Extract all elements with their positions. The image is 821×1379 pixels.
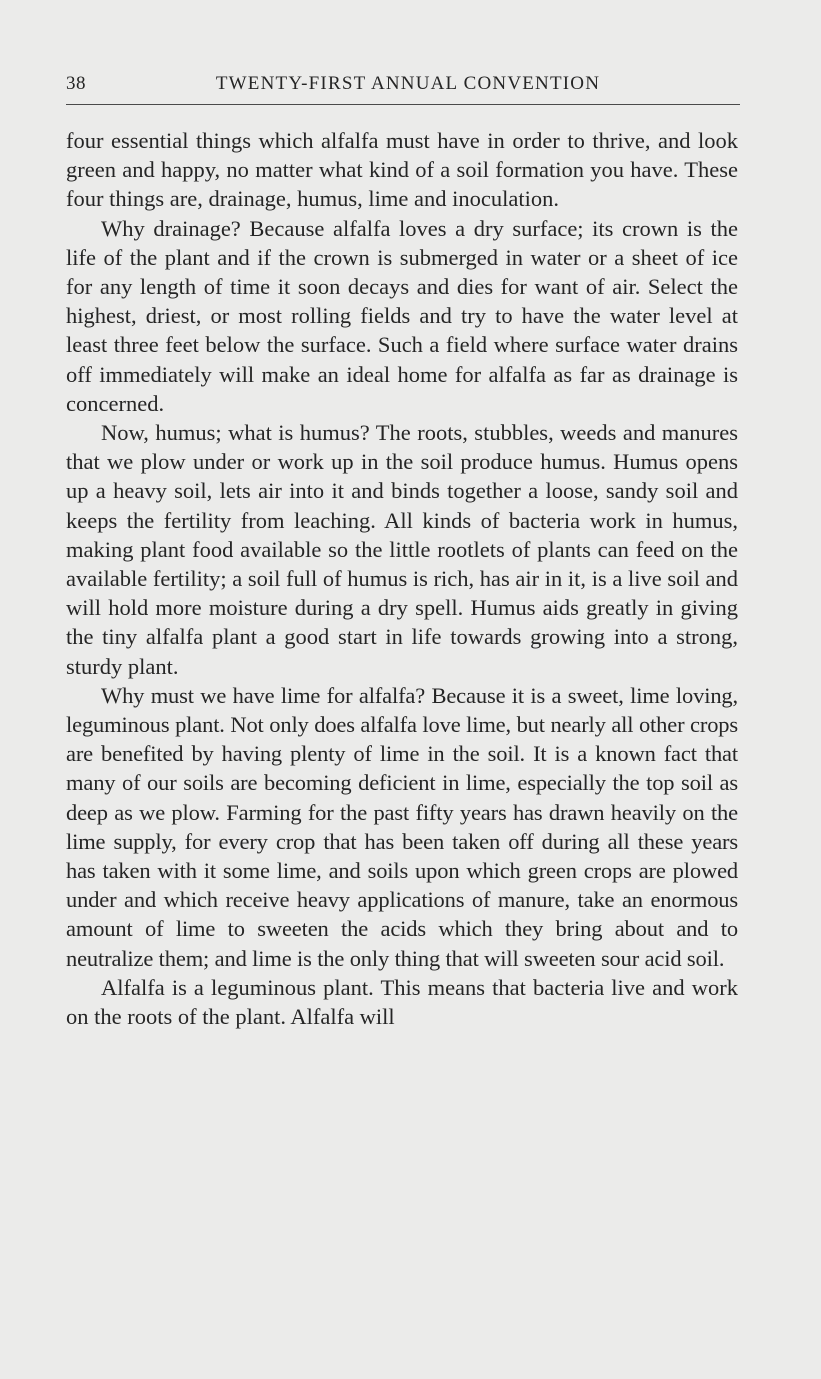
paragraph-lime: Why must we have lime for alfalfa? Because it is a sweet, lime loving, leguminous plant. Not only does alfalfa love lime, but nearly all other crops are benefited by having plenty of lime in the soil. It is a known fact that many of our soils are becoming deficient in lime, especially the top soil as deep as we plow. Farming for the past fifty years has drawn heavily on the lime supply, for every crop that has been taken off during all these years has taken with it some lime, and soils upon which green crops are plowed under and which receive heavy applications of manure, take an enormous amount of lime to sweeten the acids which they bring about and to neutralize them; and lime is the only thing that will sweeten sour acid soil. (66, 682, 738, 971)
paragraph-continuation: four essential things which alfalfa must have in order to thrive, and look green and happy, no matter what kind of a soil formation you have. These four things are, drainage, humus, lime and inoculation. (66, 128, 738, 212)
page-number: 38 (66, 73, 86, 94)
running-head: TWENTY-FIRST ANNUAL CONVENTION (215, 73, 601, 94)
header-rule (66, 104, 740, 105)
page-header (66, 73, 740, 103)
paragraph-leguminous: Alfalfa is a leguminous plant. This means that bacteria live and work on the roots of the plant. Alfalfa will (66, 974, 738, 1030)
paragraph-drainage: Why drainage? Because alfalfa loves a dry surface; its crown is the life of the plant and if the crown is submerged in water or a sheet of ice for any length of time it soon decays and dies for want of air. Select the highest, driest, or most rolling fields and try to have the water level at least three feet below the surface. Such a field where surface water drains off immediately will make an ideal home for alfalfa as far as drainage is concerned. (66, 215, 738, 416)
paragraph-humus: Now, humus; what is humus? The roots, stubbles, weeds and manures that we plow under or work up in the soil produce humus. Humus opens up a heavy soil, lets air into it and binds together a loose, sandy soil and keeps the fertility from leaching. All kinds of bacteria work in humus, making plant food available so the little rootlets of plants can feed on the available fertility; a soil full of humus is rich, has air in it, is a live soil and will hold more moisture during a dry spell. Humus aids greatly in giving the tiny alfalfa plant a good start in life towards growing into a strong, sturdy plant. (66, 420, 738, 679)
body-text (66, 126, 738, 1031)
